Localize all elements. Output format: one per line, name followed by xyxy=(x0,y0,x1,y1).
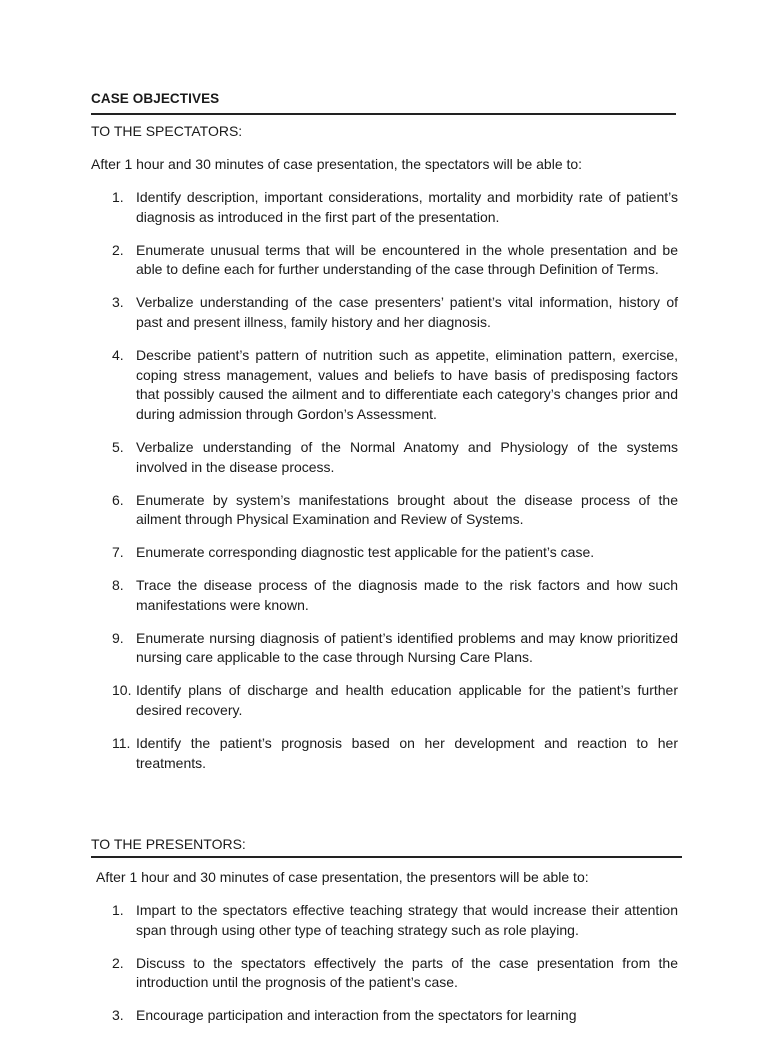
item-text: Verbalize understanding of the Normal Anatomy and Physiology of the systems involved in the disease process. xyxy=(136,438,678,475)
item-number: 8. xyxy=(112,576,124,593)
list-item xyxy=(112,734,678,774)
presentors-objectives-list xyxy=(112,901,678,1039)
spectators-intro: After 1 hour and 30 minutes of case presentation, the spectators will be able to: xyxy=(91,156,583,172)
title-underline xyxy=(91,113,676,115)
item-text: Trace the disease process of the diagnosis made to the risk factors and how such manifestations were known. xyxy=(136,576,678,613)
item-text: Encourage participation and interaction from the spectators for learning xyxy=(136,1007,577,1024)
list-item xyxy=(112,438,678,478)
item-text: Enumerate unusual terms that will be encountered in the whole presentation and be able to define each for further understanding of the case through Definition of Terms. xyxy=(136,241,678,278)
item-text: Describe patient’s pattern of nutrition such as appetite, elimination pattern, exercise, coping stress management, values and beliefs to have basis of predisposing factors that possibly caused the ailment and to differentiate each category’s changes prior and during admission through Gordon’s Assessment. xyxy=(136,346,678,423)
item-number: 9. xyxy=(112,629,124,646)
item-text: Identify the patient’s prognosis based on her development and reaction to her treatments. xyxy=(136,734,678,771)
presentors-heading: TO THE PRESENTORS: xyxy=(91,836,246,852)
item-text: Impart to the spectators effective teaching strategy that would increase their attention span through using other type of teaching strategy such as role playing. xyxy=(136,902,678,938)
list-item xyxy=(112,293,678,333)
list-item xyxy=(112,1006,678,1026)
list-item xyxy=(112,901,678,941)
list-item xyxy=(112,629,678,669)
item-text: Enumerate corresponding diagnostic test applicable for the patient’s case. xyxy=(136,544,595,561)
item-text: Verbalize understanding of the case presenters’ patient’s vital information, history of past and present illness, family history and her diagnosis. xyxy=(136,294,678,330)
item-number: 10. xyxy=(112,682,132,699)
item-number: 2. xyxy=(112,241,124,258)
item-number: 2. xyxy=(112,954,124,971)
list-item xyxy=(112,954,678,994)
item-text: Identify plans of discharge and health education applicable for the patient’s further desired recovery. xyxy=(136,682,678,718)
item-text: Identify description, important considerations, mortality and morbidity rate of patient’s diagnosis as introduced in the first part of the presentation. xyxy=(136,189,678,225)
item-number: 5. xyxy=(112,438,124,455)
list-item xyxy=(112,241,678,281)
item-text: Discuss to the spectators effectively the parts of the case presentation from the introduction until the prognosis of the patient’s case. xyxy=(136,954,678,991)
list-item xyxy=(112,576,678,616)
item-number: 3. xyxy=(112,1007,124,1024)
item-number: 6. xyxy=(112,491,124,508)
item-number: 11. xyxy=(112,734,131,751)
list-item xyxy=(112,543,678,563)
spectators-heading: TO THE SPECTATORS: xyxy=(91,123,243,139)
list-item xyxy=(112,681,678,721)
presentors-intro: After 1 hour and 30 minutes of case presentation, the presentors will be able to: xyxy=(96,869,589,885)
item-number: 1. xyxy=(112,902,124,918)
list-item xyxy=(112,346,678,425)
list-item xyxy=(112,188,678,228)
item-text: Enumerate nursing diagnosis of patient’s identified problems and may know prioritized nursing care applicable to the case through Nursing Care Plans. xyxy=(136,629,678,666)
presentors-underline xyxy=(91,856,682,858)
spectators-objectives-list xyxy=(112,188,678,786)
list-item xyxy=(112,491,678,531)
page-title: CASE OBJECTIVES xyxy=(91,91,220,106)
item-number: 3. xyxy=(112,294,124,311)
item-number: 7. xyxy=(112,544,124,561)
item-number: 4. xyxy=(112,346,124,363)
item-text: Enumerate by system’s manifestations brought about the disease process of the ailment through Physical Examination and Review of Systems. xyxy=(136,491,678,528)
item-number: 1. xyxy=(112,189,124,205)
